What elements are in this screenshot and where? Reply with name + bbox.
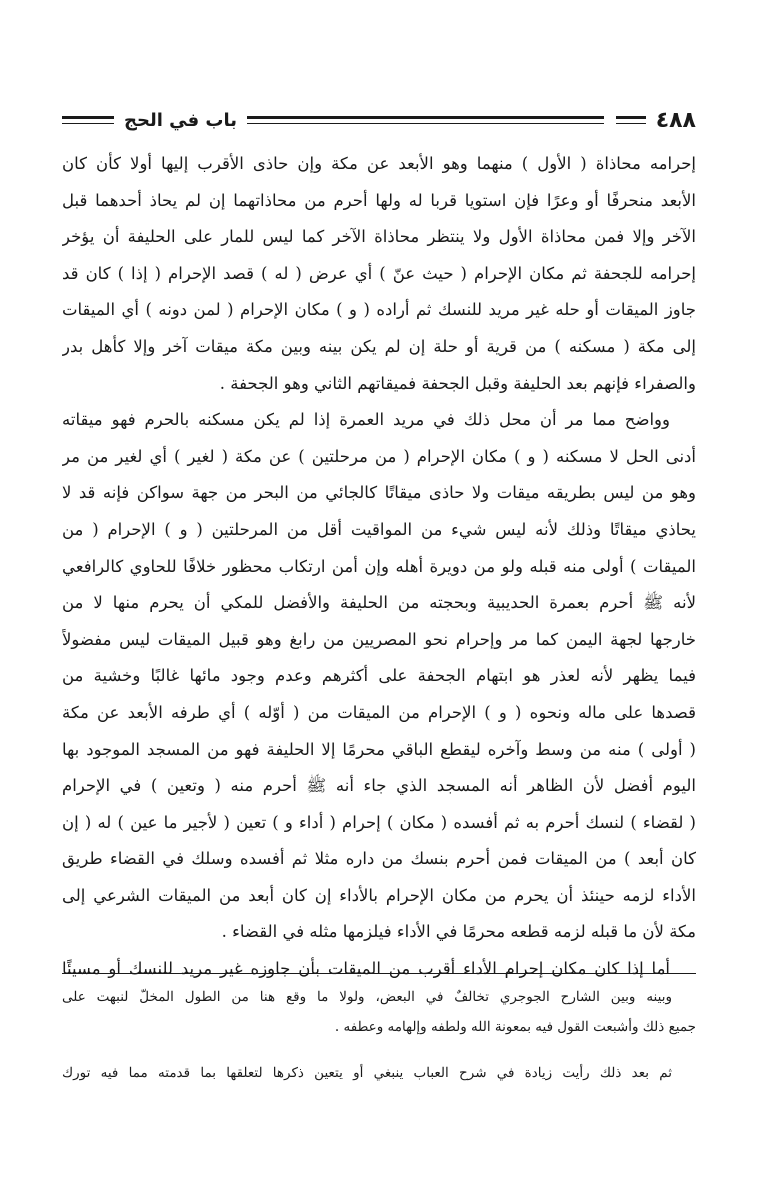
footnote-line: وبينه وبين الشارح الجوجري تخالفٌ في البعض، ولولا ما وقع هنا من الطول المخلّ لنبهت على — [62, 989, 672, 1005]
footnote-separator — [62, 973, 696, 974]
text-line: والصفراء فإنهم بعد الحليفة وقبل الجحفة فميقاتهم الثاني وهو الجحفة . — [219, 373, 696, 393]
text-line: مكة لأن ما قبله لزمه قطعه محرمًا في الأداء فيلزمها مثله في القضاء . — [221, 922, 696, 942]
text-line: الميقات ) أولى منه قبله ولو من دويرة أهله وإن أمن ارتكاب محظور خلافًا للحاوي كالرافعي — [62, 556, 696, 576]
page-number: ٤٨٨ — [655, 107, 696, 133]
text-line: أدنى الحل لا مسكنه ( و ) مكان الإحرام ( من مرحلتين ) عن مكة ( لغير ) أي لغير من مر — [62, 446, 696, 466]
text-line: إحرامه للجحفة ثم مكان الإحرام ( حيث عنّ ) أي عرض ( له ) قصد الإحرام ( إذا ) كان قد — [62, 263, 696, 283]
text-line: وهو من ليس بطريقه ميقات ولا حاذى ميقاتًا كالجائي من البحر من جهة سواكن فإنه قد لا — [62, 483, 696, 503]
text-line: إحرامه محاذاة ( الأول ) منهما وهو الأبعد عن مكة وإن حاذى الأقرب إليها أولا كأن كان — [62, 154, 696, 173]
footnote-line: ثم بعد ذلك رأيت زيادة في شرح العباب ينبغي أو يتعين ذكرها لتعلقها بما قدمته مما فيه تورك — [62, 1065, 672, 1081]
text-line: ( لقضاء ) لنسك أحرم به ثم أفسده ( مكان ) إحرام ( أداء و ) تعين ( لأجير ما عين ) له ( إن — [62, 812, 696, 832]
text-line: فيما يظهر لأنه لعذر هو ابتهام الجحفة على أكثرهم وعدم وجود مائها غالبًا وخشية من — [62, 666, 696, 686]
footnotes — [62, 982, 696, 1088]
header-rule-long — [247, 116, 604, 124]
text-line: اليوم أفضل لأن الظاهر أنه المسجد الذي جاء أنه ﷺ أحرم منه ( وتعين ) في الإحرام — [62, 776, 696, 796]
text-line: أما إذا كان مكان إحرام الأداء أقرب من الميقات بأن جاوزه غير مريد للنسك أو مسيئًا — [62, 959, 670, 979]
text-line: الأبعد منحرفًا أو وعرًا فإن استويا قربا له ولها أحرم من محاذاتهما إن لم يحاذ أحدهما قبل — [62, 190, 696, 210]
text-line: لأنه ﷺ أحرم بعمرة الحديبية وبحجته من الحليفة والأفضل للمكي أن يحرم منها لا من — [62, 593, 696, 613]
text-line: يحاذي ميقاتًا وذلك لأنه ليس شيء من المواقيت أقل من المرحلتين ( و ) الإحرام ( من — [62, 519, 696, 539]
page-header — [62, 104, 696, 136]
header-rule-short — [616, 116, 646, 124]
text-line: الأداء لزمه حينئذ أن يحرم من مكان الإحرام بالأداء إن كان أبعد من الميقات الشرعي إلى — [62, 885, 696, 905]
text-line: جاوز الميقات أو حله غير مريد للنسك ثم أراده ( و ) مكان الإحرام ( لمن دونه ) أي الميقات — [62, 300, 696, 320]
text-line: وواضح مما مر أن محل ذلك في مريد العمرة إذا لم يكن مسكنه بالحرم فهو ميقاته — [62, 410, 670, 430]
footnote-line: جميع ذلك وأشبعت القول فيه بمعونة الله ولطفه وإلهامه وعطفه . — [334, 1019, 696, 1035]
text-line: الآخر وإلا فمن محاذاة الأول ولا ينتظر محاذاة الآخر كما ليس للمار على الحليفة أن يؤخر — [62, 227, 696, 247]
text-line: قصدها على ماله ونحوه ( و ) الإحرام من الميقات من ( أوّله ) أي طرفه الأبعد عن مكة — [62, 702, 696, 722]
chapter-title: باب في الحج — [124, 109, 238, 131]
text-line: كان أبعد ) من الميقات فمن أحرم بنسك من داره مثلا ثم أفسده وسلك في القضاء طريق — [62, 849, 696, 869]
text-line: خارجها لجهة اليمن كما مر وإحرام نحو المصريين من رابغ وهو قبيل الميقات ليس مفضولاً — [62, 629, 696, 649]
text-line: ( أولى ) منه من وسط وآخره ليقطع الباقي محرمًا إلا الحليفة فهو من المسجد الموجود بها — [62, 739, 696, 759]
main-text — [62, 146, 696, 988]
header-rule-end — [62, 116, 114, 124]
text-line: إلى مكة ( مسكنه ) من قرية أو حلة إن لم يكن بينه وبين مكة ميقات آخر وإلا كأهل بدر — [62, 336, 696, 356]
